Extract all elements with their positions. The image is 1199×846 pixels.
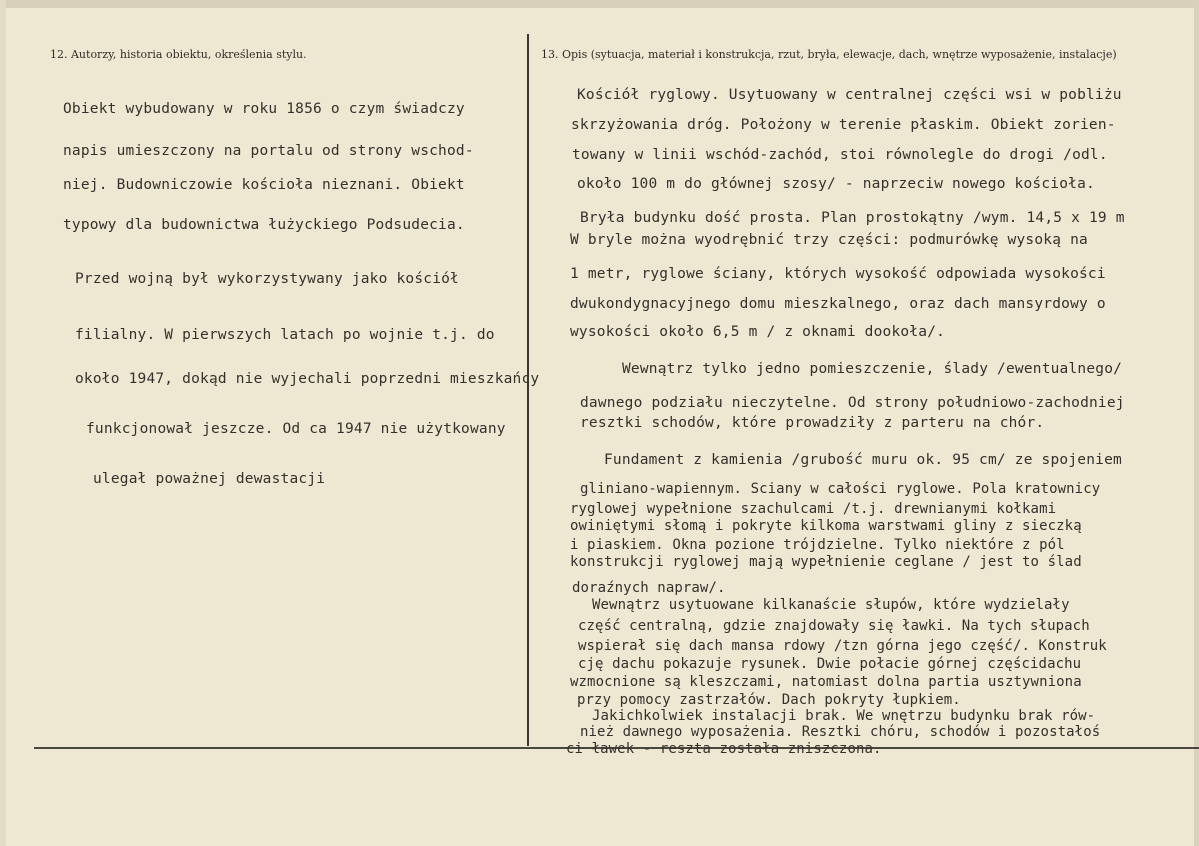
right-text-line: dawnego podziału nieczytelne. Od strony południowo-zachodniej	[580, 395, 1125, 411]
right-text-line: towany w linii wschód-zachód, stoi równolegle do drogi /odl.	[572, 147, 1108, 163]
right-text-line: 1 metr, ryglowe ściany, których wysokość odpowiada wysokości	[570, 266, 1106, 282]
left-text-line: Przed wojną był wykorzystywany jako kościół	[75, 271, 459, 287]
right-text-line: dwukondygnacyjnego domu mieszkalnego, oraz dach mansyrdowy o	[570, 296, 1106, 312]
left-text-line: ulegał poważnej dewastacji	[93, 471, 326, 487]
right-text-line: W bryle można wyodrębnić trzy części: podmurówkę wysoką na	[570, 232, 1088, 248]
right-text-line: i piaskiem. Okna pozione trójdzielne. Tylko niektóre z pól	[570, 537, 1065, 553]
right-text-line: około 100 m do głównej szosy/ - naprzeciw nowego kościoła.	[577, 176, 1095, 192]
right-text-line: wspierał się dach mansa rdowy /tzn górna jego część/. Konstruk	[578, 638, 1107, 654]
left-text-line: niej. Budowniczowie kościoła nieznani. Obiekt	[63, 177, 465, 193]
right-text-line: Wewnątrz tylko jedno pomieszczenie, ślady /ewentualnego/	[622, 361, 1123, 377]
left-text-line: funkcjonował jeszcze. Od ca 1947 nie użytkowany	[86, 421, 506, 437]
right-text-line: nież dawnego wyposażenia. Resztki chóru, schodów i pozostałoś	[580, 724, 1101, 740]
left-text-line: napis umieszczony na portalu od strony wschod-	[63, 143, 474, 159]
right-text-line: Bryła budynku dość prosta. Plan prostokątny /wym. 14,5 x 19 m	[580, 210, 1125, 226]
right-text-line: cję dachu pokazuje rysunek. Dwie połacie górnej częścidachu	[578, 656, 1082, 672]
right-text-line: wzmocnione są kleszczami, natomiast dolna partia usztywniona	[570, 674, 1082, 690]
left-text-line: Obiekt wybudowany w roku 1856 o czym świadczy	[63, 101, 465, 117]
left-text-line: filialny. W pierwszych latach po wojnie t.j. do	[75, 327, 495, 343]
paper-left-edge	[0, 0, 6, 846]
right-text-line: skrzyżowania dróg. Położony w terenie płaskim. Obiekt zorien-	[571, 117, 1116, 133]
right-text-line: Wewnątrz usytuowane kilkanaście słupów, które wydzielały	[592, 597, 1070, 613]
right-text-line: przy pomocy zastrzałów. Dach pokryty łupkiem.	[577, 692, 961, 708]
column-divider	[527, 34, 529, 746]
left-text-line: typowy dla budownictwa łużyckiego Podsudecia.	[63, 217, 465, 233]
right-text-line: wysokości około 6,5 m / z oknami dookoła/.	[570, 324, 946, 340]
right-text-line: konstrukcji ryglowej mają wypełnienie ceglane / jest to ślad	[570, 554, 1082, 570]
right-text-line: Kościół ryglowy. Usytuowany w centralnej części wsi w pobliżu	[577, 87, 1122, 103]
right-text-line: Fundament z kamienia /grubość muru ok. 95 cm/ ze spojeniem	[604, 452, 1122, 468]
right-text-line: Jakichkolwiek instalacji brak. We wnętrzu budynku brak rów-	[592, 708, 1096, 724]
right-text-line: ci ławek - reszta została zniszczona.	[566, 741, 882, 757]
right-text-line: część centralną, gdzie znajdowały się ławki. Na tych słupach	[578, 618, 1090, 634]
right-text-line: resztki schodów, które prowadziły z parteru na chór.	[580, 415, 1045, 431]
right-text-line: gliniano-wapiennym. Sciany w całości ryglowe. Pola kratownicy	[580, 481, 1101, 497]
section-12-header: 12. Autorzy, historia obiektu, określenia stylu.	[50, 48, 307, 61]
paper-top-edge	[0, 0, 1199, 8]
right-text-line: owiniętymi słomą i pokryte kilkoma warstwami gliny z sieczką	[570, 518, 1082, 534]
left-text-line: około 1947, dokąd nie wyjechali poprzedni mieszkańcy	[75, 371, 540, 387]
right-text-line: doraźnych napraw/.	[572, 580, 726, 596]
right-text-line: ryglowej wypełnione szachulcami /t.j. drewnianymi kołkami	[570, 501, 1057, 517]
paper-right-edge	[1194, 0, 1199, 846]
section-13-header: 13. Opis (sytuacja, materiał i konstrukcja, rzut, bryła, elewacje, dach, wnętrze wyposażenie, instalacje)	[541, 48, 1117, 61]
